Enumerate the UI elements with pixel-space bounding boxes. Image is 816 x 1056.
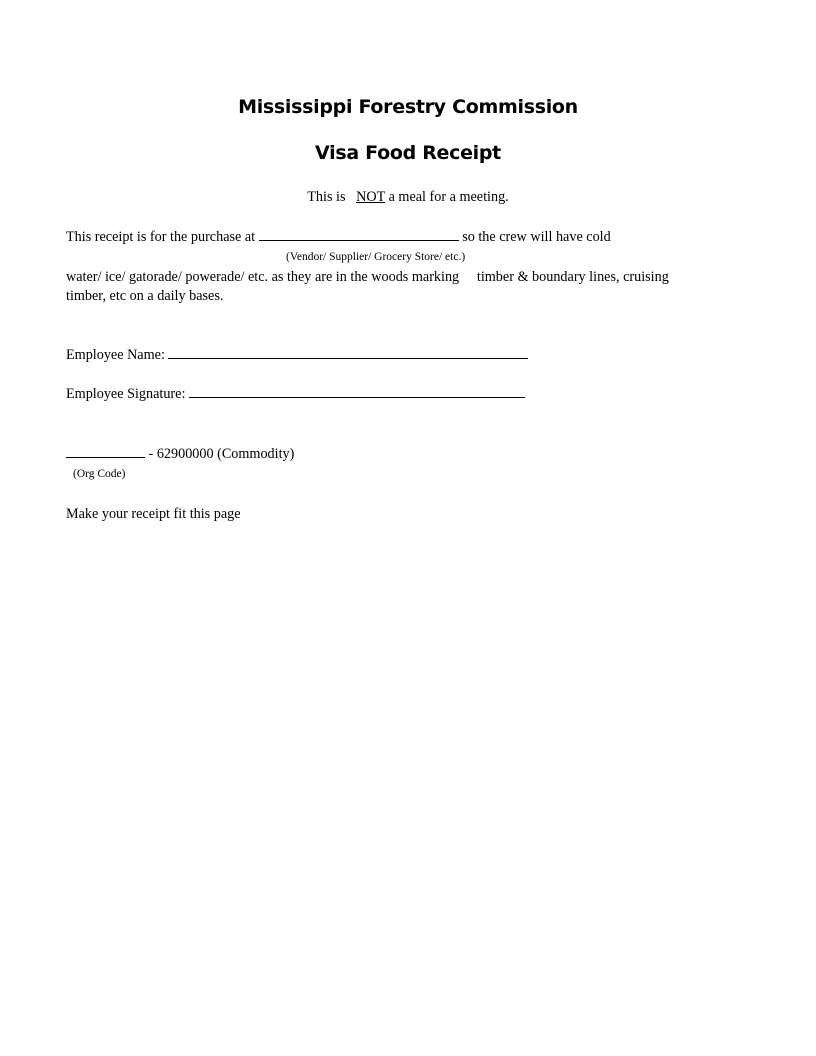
employee-name-row <box>66 346 528 364</box>
purchase-line <box>66 228 611 246</box>
purpose-line-3: timber, etc on a daily bases. <box>66 288 224 304</box>
purpose-line-2 <box>66 268 669 286</box>
employee-signature-field[interactable] <box>189 385 525 398</box>
purpose-text-2: water/ ice/ gatorade/ powerade/ etc. as they are in the woods marking <box>66 269 460 285</box>
employee-signature-label: Employee Signature: <box>66 386 186 402</box>
org-code-field[interactable] <box>66 445 145 458</box>
commodity-code: - 62900000 (Commodity) <box>148 446 295 462</box>
vendor-hint: (Vendor/ Supplier/ Grocery Store/ etc.) <box>286 251 466 263</box>
employee-name-field[interactable] <box>168 346 528 359</box>
org-code-hint: (Org Code) <box>73 468 126 480</box>
employee-name-label: Employee Name: <box>66 347 165 363</box>
employee-signature-row <box>66 385 525 403</box>
meal-notice <box>0 188 816 206</box>
purchase-after: so the crew will have cold <box>462 229 611 245</box>
notice-prefix: This is <box>307 189 346 205</box>
notice-emphasis: NOT <box>356 189 386 205</box>
purchase-label: This receipt is for the purchase at <box>66 229 256 245</box>
commodity-row <box>66 445 294 463</box>
purpose-text-2-cont: timber & boundary lines, cruising <box>476 269 669 285</box>
document-title: Visa Food Receipt <box>315 142 501 164</box>
vendor-blank[interactable] <box>259 228 459 241</box>
org-title: Mississippi Forestry Commission <box>238 96 578 118</box>
footer-instruction: Make your receipt fit this page <box>66 506 241 522</box>
notice-suffix: a meal for a meeting. <box>388 189 509 205</box>
